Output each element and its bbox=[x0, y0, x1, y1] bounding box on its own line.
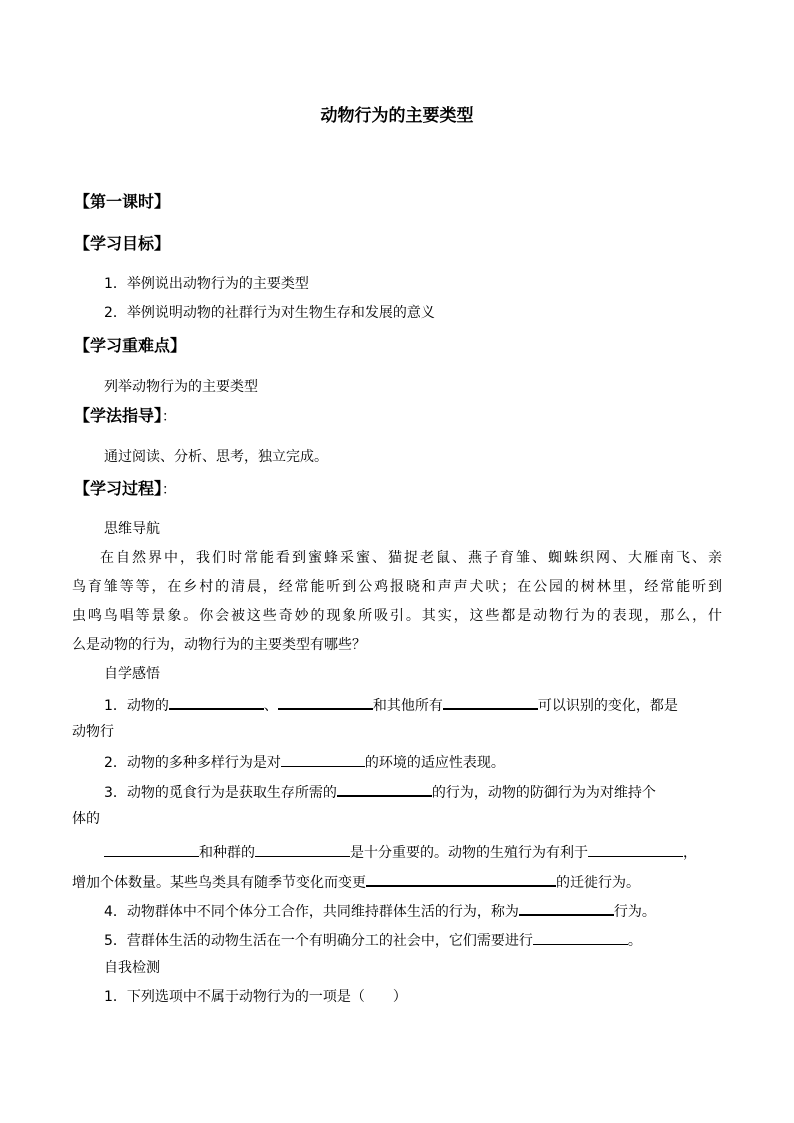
fill-blank[interactable] bbox=[533, 929, 628, 945]
question-1-cont: 动物行 bbox=[72, 724, 114, 740]
intro-line: 虫鸣鸟唱等景象。你会被这些奇妙的现象所吸引。其实，这些都是动物行为的表现，那么，什 bbox=[72, 608, 722, 624]
question-3-cont: 体的 bbox=[72, 811, 100, 827]
fill-blank[interactable] bbox=[278, 693, 373, 710]
question-3-cont: 增加个体数量。某些鸟类具有随季节变化而变更 的迁徙行为。 bbox=[72, 870, 640, 893]
question-5: 5．营群体生活的动物生活在一个有明确分工的社会中，它们需要进行 。 bbox=[104, 929, 642, 951]
question-3: 3．动物的觅食行为是获取生存所需的 的行为，动物的防御行为为对维持个 bbox=[104, 780, 656, 803]
method-text: 通过阅读、分析、思考，独立完成。 bbox=[104, 449, 328, 465]
nav-title: 思维导航 bbox=[104, 521, 160, 537]
fill-blank[interactable] bbox=[519, 899, 614, 916]
self-study-title: 自学感悟 bbox=[104, 666, 160, 682]
page-title: 动物行为的主要类型 bbox=[320, 106, 474, 126]
fill-blank[interactable] bbox=[169, 693, 264, 710]
check-question-1: 1．下列选项中不属于动物行为的一项是（ ） bbox=[104, 989, 407, 1005]
method-heading: 【学法指导】 bbox=[74, 406, 163, 425]
goal-item: 2．举例说明动物的社群行为对生物生存和发展的意义 bbox=[104, 305, 435, 321]
intro-line: 鸟育雏等等，在乡村的清晨，经常能听到公鸡报晓和声声犬吠；在公园的树林里，经常能听到 bbox=[72, 579, 722, 595]
fill-blank[interactable] bbox=[443, 693, 538, 710]
fill-blank[interactable] bbox=[255, 841, 350, 857]
fill-blank[interactable] bbox=[104, 841, 199, 857]
question-4: 4．动物群体中不同个体分工合作，共同维持群体生活的行为，称为 行为。 bbox=[104, 899, 656, 922]
fill-blank[interactable] bbox=[588, 841, 683, 857]
goal-item: 1．举例说出动物行为的主要类型 bbox=[104, 276, 309, 292]
intro-line: 在自然界中，我们时常能看到蜜蜂采蜜、猫捉老鼠、燕子育雏、蜘蛛织网、大雁南飞、亲 bbox=[100, 550, 722, 566]
key-points-heading: 【学习重难点】 bbox=[74, 336, 187, 355]
method-heading-line bbox=[74, 406, 176, 427]
question-2: 2．动物的多种多样行为是对 的环境的适应性表现。 bbox=[104, 751, 505, 773]
self-check-title: 自我检测 bbox=[104, 960, 160, 976]
fill-blank[interactable] bbox=[366, 870, 556, 887]
process-heading: 【学习过程】 bbox=[74, 479, 163, 498]
method-colon: ： bbox=[162, 409, 177, 425]
key-points-text: 列举动物行为的主要类型 bbox=[104, 379, 258, 395]
fill-blank[interactable] bbox=[281, 751, 365, 767]
process-colon: ： bbox=[162, 482, 177, 498]
question-1: 1．动物的 、 和其他所有 可以识别的变化，都是 bbox=[104, 693, 678, 716]
goals-heading: 【学习目标】 bbox=[74, 234, 171, 253]
fill-blank[interactable] bbox=[337, 780, 432, 797]
question-3-cont: 和种群的 是十分重要的。动物的生殖行为有利于 ， bbox=[104, 841, 697, 863]
process-heading-line bbox=[74, 479, 176, 500]
lesson-heading: 【第一课时】 bbox=[74, 192, 171, 211]
intro-line: 么是动物的行为，动物行为的主要类型有哪些？ bbox=[72, 637, 366, 653]
